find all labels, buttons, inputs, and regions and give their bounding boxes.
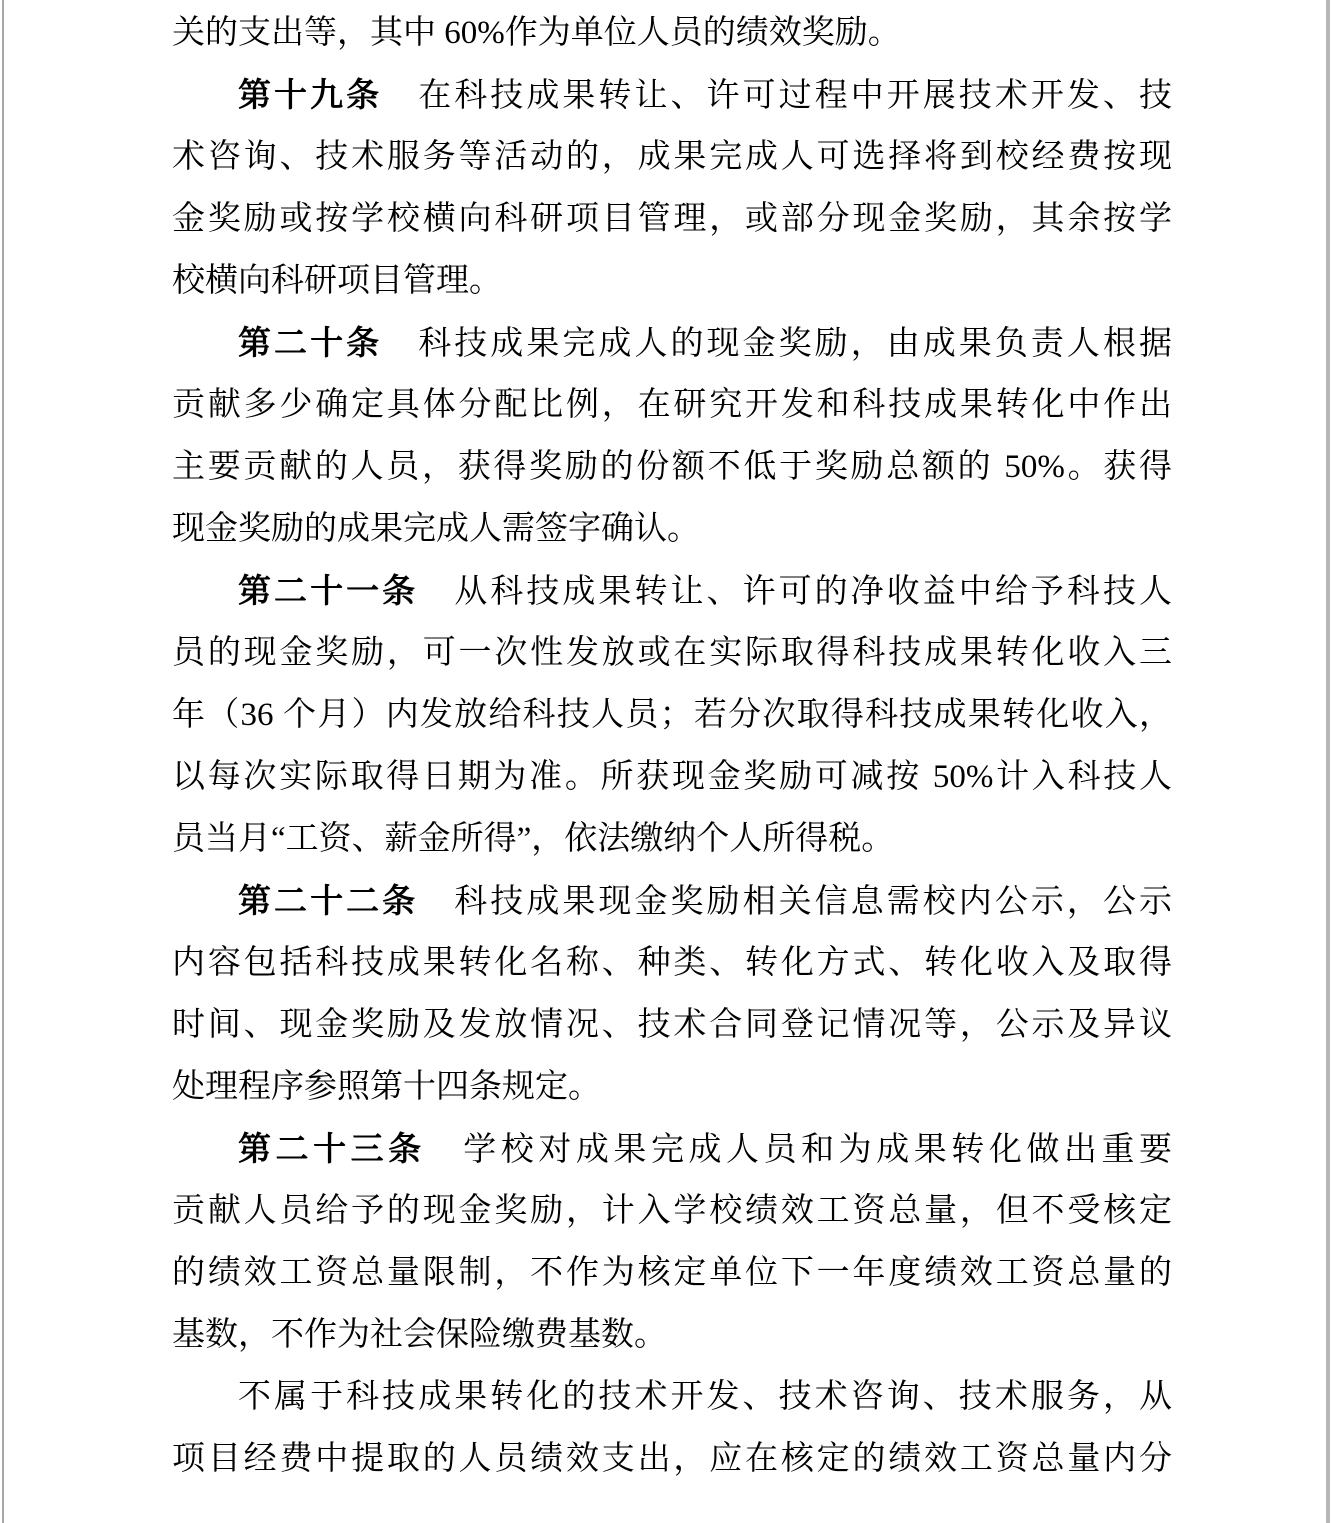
text-line: 的绩效工资总量限制，不作为核定单位下一年度绩效工资总量的 xyxy=(172,1255,1172,1291)
text-line: 第二十二条 科技成果现金奖励相关信息需校内公示，公示 xyxy=(238,882,1172,920)
text-line: 第二十条 科技成果完成人的现金奖励，由成果负责人根据 xyxy=(238,324,1172,362)
text-line: 校横向科研项目管理。 xyxy=(172,263,502,299)
text-line: 第二十三条 学校对成果完成人员和为成果转化做出重要 xyxy=(238,1130,1172,1168)
article-number: 第二十二条 xyxy=(238,882,419,919)
text-line: 基数，不作为社会保险缴费基数。 xyxy=(172,1317,667,1353)
text-line: 项目经费中提取的人员绩效支出，应在核定的绩效工资总量内分 xyxy=(172,1441,1172,1477)
document-body-text xyxy=(172,2,1172,1490)
article-number: 第二十三条 xyxy=(238,1130,426,1167)
article-number: 第十九条 xyxy=(238,76,383,113)
text-line: 主要贡献的人员，获得奖励的份额不低于奖励总额的 50%。获得 xyxy=(172,449,1172,485)
text-line: 术咨询、技术服务等活动的，成果完成人可选择将到校经费按现 xyxy=(172,139,1172,175)
text-line: 年（36 个月）内发放给科技人员；若分次取得科技成果转化收入， xyxy=(172,697,1172,733)
text-line: 关的支出等，其中 60%作为单位人员的绩效奖励。 xyxy=(172,15,901,51)
text-line: 员的现金奖励，可一次性发放或在实际取得科技成果转化收入三 xyxy=(172,635,1172,671)
text-line: 贡献人员给予的现金奖励，计入学校绩效工资总量，但不受核定 xyxy=(172,1193,1172,1229)
text-line: 第二十一条 从科技成果转让、许可的净收益中给予科技人 xyxy=(238,572,1172,610)
text-line: 第十九条 在科技成果转让、许可过程中开展技术开发、技 xyxy=(238,76,1172,114)
article-number: 第二十条 xyxy=(238,324,383,361)
text-line: 处理程序参照第十四条规定。 xyxy=(172,1069,601,1105)
article-number: 第二十一条 xyxy=(238,572,419,609)
text-line: 内容包括科技成果转化名称、种类、转化方式、转化收入及取得 xyxy=(172,945,1172,981)
page-right-edge-line xyxy=(1326,0,1330,1523)
page-left-edge-line xyxy=(2,0,4,1523)
text-line: 时间、现金奖励及发放情况、技术合同登记情况等，公示及异议 xyxy=(172,1007,1172,1043)
text-line: 金奖励或按学校横向科研项目管理，或部分现金奖励，其余按学 xyxy=(172,201,1172,237)
text-line: 员当月“工资、薪金所得”，依法缴纳个人所得税。 xyxy=(172,821,895,857)
text-line: 贡献多少确定具体分配比例，在研究开发和科技成果转化中作出 xyxy=(172,387,1172,423)
text-line: 以每次实际取得日期为准。所获现金奖励可减按 50%计入科技人 xyxy=(172,759,1172,795)
text-line: 现金奖励的成果完成人需签字确认。 xyxy=(172,511,700,547)
text-line: 不属于科技成果转化的技术开发、技术咨询、技术服务，从 xyxy=(238,1379,1172,1415)
